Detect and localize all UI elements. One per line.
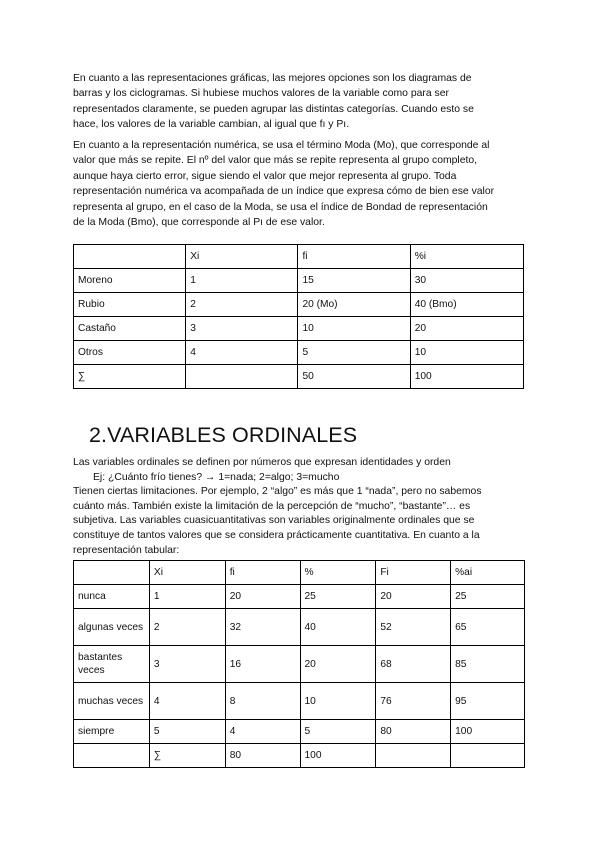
table-row [74,341,524,365]
table-total-row [74,365,524,389]
text-line: representa al grupo, en el caso de la Moda, se usa el índice de Bondad de representación [73,201,488,213]
table-cell: 3 [186,317,298,341]
table-cell: 50 [298,365,410,389]
table-cell: 68 [376,646,451,683]
table-total-row [74,744,525,768]
table-cell: 4 [225,720,300,744]
table-header-cell: %ai [451,561,525,585]
table-header-cell [74,245,186,269]
table-cell [74,744,150,768]
table-row [74,609,525,646]
table-cell: muchas veces [74,683,150,720]
text-line: representación tabular: [73,544,180,556]
text-line: cuánto más. También existe la limitación de la percepción de “mucho”, “bastante”… es [73,500,471,512]
table-cell: 1 [149,585,225,609]
table-cell: 95 [451,683,525,720]
table-cell: 15 [298,269,410,293]
table-cell: 100 [300,744,376,768]
table-row [74,293,524,317]
frequency-table-ordinal [73,560,525,768]
table-cell: 25 [300,585,376,609]
table-cell: 100 [451,720,525,744]
table-row [74,317,524,341]
table-cell: 80 [225,744,300,768]
table-cell: ∑ [149,744,225,768]
text-line: Tienen ciertas limitaciones. Por ejemplo, 2 “algo” es más que 1 “nada”, pero no sabemos [73,486,482,498]
table-cell: 1 [186,269,298,293]
table-row [74,646,525,683]
table-cell: 10 [298,317,410,341]
text-line: de la Moda (Bmo), que corresponde al Pı de ese valor. [73,217,325,229]
text-line: aunque haya cierto error, sigue siendo el valor que mejor representa al grupo. Toda [73,170,457,182]
table-header-cell [74,561,150,585]
table-row [74,269,524,293]
table-cell: 2 [149,609,225,646]
table-cell: Castaño [74,317,186,341]
table-cell: 25 [451,585,525,609]
table-cell: Moreno [74,269,186,293]
text-line: En cuanto a las representaciones gráficas, las mejores opciones son los diagramas de [73,73,472,84]
table-cell [376,744,451,768]
table-cell: 10 [300,683,376,720]
text-line: constituye de tantos valores que se considera prácticamente cuantitativa. En cuanto a la [73,529,480,541]
table-cell [186,365,298,389]
table-cell: 85 [451,646,525,683]
table-cell: bastantes veces [74,646,150,683]
table-cell: ∑ [74,365,186,389]
table-cell: 5 [149,720,225,744]
frequency-table-nominal [73,244,524,389]
table-cell: 65 [451,609,525,646]
table-cell: 8 [225,683,300,720]
table-cell: 16 [225,646,300,683]
text-line: barras y los ciclogramas. Si hubiese muchos valores de la variable como para ser [73,88,449,100]
table-header-cell: Xi [149,561,225,585]
table-header-row [74,561,525,585]
table-header-row [74,245,524,269]
table-cell: 80 [376,720,451,744]
text-line: subjetiva. Las variables cuasicuantitativas son variables originalmente ordinales que se [73,515,475,527]
table-cell: 20 [376,585,451,609]
table-row [74,585,525,609]
table-header-cell: fi [298,245,410,269]
table-cell: Rubio [74,293,186,317]
table-header-cell: Xi [186,245,298,269]
table-header-cell: %i [410,245,523,269]
text-line: valor que más se repite. El nº del valor que más se repite representa al grupo completo, [73,155,478,167]
table-cell: 20 [410,317,523,341]
table-header-cell: % [300,561,376,585]
moda-paragraph [73,138,533,230]
table-cell: 4 [186,341,298,365]
table-cell: 32 [225,609,300,646]
table-cell: 100 [410,365,523,389]
table-cell: 5 [300,720,376,744]
table-cell: 5 [298,341,410,365]
table-cell: 3 [149,646,225,683]
intro-paragraph [73,71,533,133]
table-header-cell: Fi [376,561,451,585]
text-line: hace, los valores de la variable cambian, al igual que fı y Pı. [73,119,350,131]
table-cell: 20 (Mo) [298,293,410,317]
text-line: representados claramente, se pueden agrupar las distintas categorías. Cuando esto se [73,103,474,115]
table-cell: 30 [410,269,523,293]
table-cell: siempre [74,720,150,744]
table-header-cell: fi [225,561,300,585]
table-cell: 2 [186,293,298,317]
text-line: Las variables ordinales se definen por números que expresan identidades y orden [73,457,451,468]
section-heading: 2.VARIABLES ORDINALES [89,423,358,447]
table-cell: 76 [376,683,451,720]
table-cell: algunas veces [74,609,150,646]
text-line: En cuanto a la representación numérica, se usa el término Moda (Mo), que corresponde al [73,140,490,151]
table-cell [451,744,525,768]
ordinal-paragraph [73,456,533,558]
table-cell: 52 [376,609,451,646]
table-row [74,683,525,720]
table-cell: 10 [410,341,523,365]
text-line: representación numérica va acompañada de un índice que expresa cómo de bien ese valor [73,186,495,198]
table-cell: nunca [74,585,150,609]
table-cell: 40 (Bmo) [410,293,523,317]
example-line: Ej: ¿Cuánto frío tienes? → 1=nada; 2=algo; 3=mucho [93,471,340,483]
table-row [74,720,525,744]
table-cell: Otros [74,341,186,365]
table-cell: 40 [300,609,376,646]
table-cell: 4 [149,683,225,720]
table-cell: 20 [225,585,300,609]
table-cell: 20 [300,646,376,683]
